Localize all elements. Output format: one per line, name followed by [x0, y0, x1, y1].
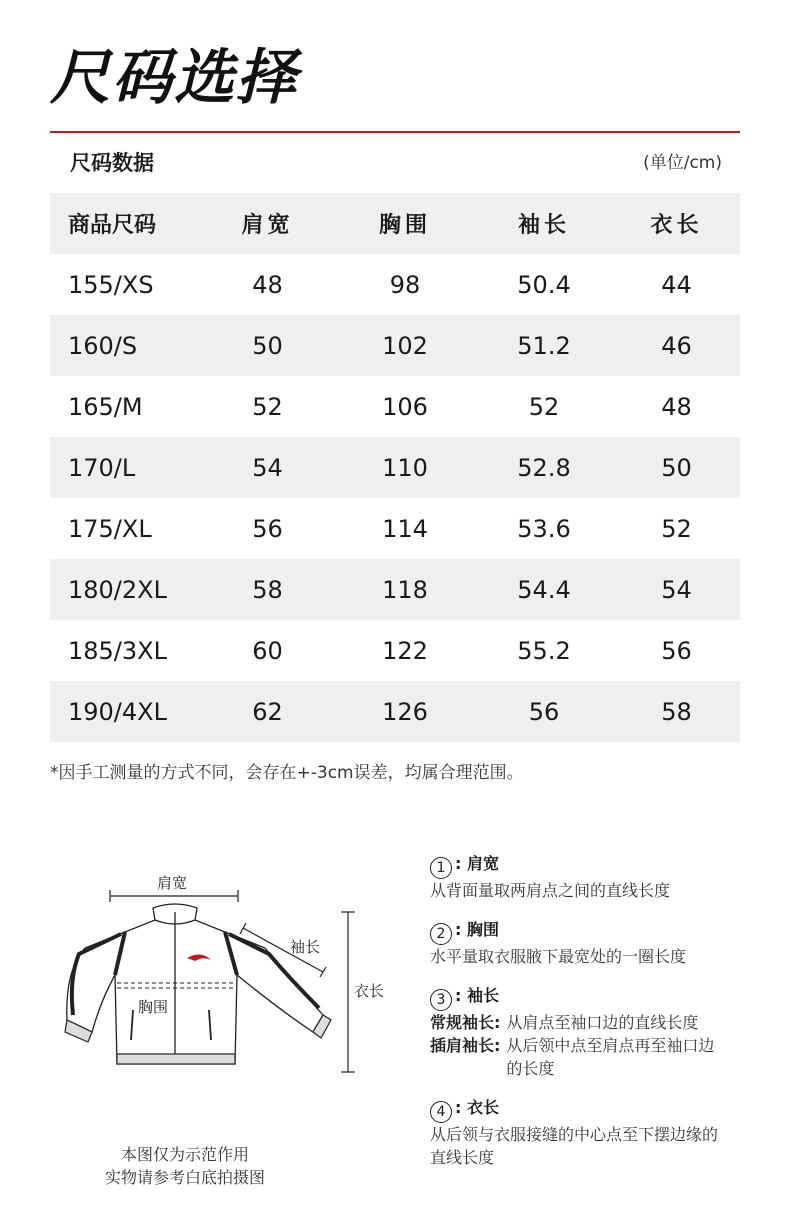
table-row — [50, 681, 740, 742]
cell-chest: 102 — [382, 331, 428, 360]
cell-size: 170/L — [68, 453, 136, 482]
cell-chest: 126 — [382, 697, 428, 726]
cell-size: 185/3XL — [68, 636, 167, 665]
header-sleeve: 袖长 — [517, 213, 570, 238]
cell-size: 165/M — [68, 392, 143, 421]
cell-sleeve: 53.6 — [517, 514, 571, 543]
cell-size: 180/2XL — [68, 575, 167, 604]
header-length: 衣长 — [650, 213, 703, 238]
illustration-caption-1: 本图仅为示范作用 — [120, 1145, 249, 1164]
sleeve-label: 袖长 — [289, 938, 321, 956]
cell-sleeve: 54.4 — [517, 575, 571, 604]
number-circle: 1 — [430, 857, 452, 879]
definition-length: 4 : 衣长 从后领与衣服接缝的中心点至下摆边缘的直线长度 — [430, 1096, 750, 1169]
unit-label: (单位/cm) — [643, 153, 722, 173]
cell-chest: 106 — [382, 392, 428, 421]
regular-sleeve-text: 从肩点至袖口边的直线长度 — [506, 1013, 699, 1032]
cell-size: 175/XL — [68, 514, 152, 543]
cell-length: 48 — [661, 392, 692, 421]
table-row — [50, 254, 740, 315]
cell-chest: 98 — [389, 270, 421, 299]
page-title: 尺码选择 — [50, 43, 298, 113]
cell-shoulder: 56 — [252, 514, 283, 543]
table-row — [50, 620, 740, 681]
header-shoulder: 肩宽 — [241, 213, 294, 238]
cell-shoulder: 54 — [252, 453, 283, 482]
jacket-illustration — [55, 850, 400, 1090]
number-circle: 4 — [430, 1101, 452, 1123]
raglan-sleeve-text: 从后领中点至肩点再至袖口边的长度 — [506, 1036, 715, 1078]
cell-size: 155/XS — [68, 270, 154, 299]
cell-length: 50 — [661, 453, 692, 482]
definition-text: 从后领与衣服接缝的中心点至下摆边缘的直线长度 — [430, 1125, 719, 1167]
cell-shoulder: 58 — [252, 575, 283, 604]
table-row — [50, 376, 740, 437]
cell-length: 58 — [661, 697, 692, 726]
size-table — [50, 193, 740, 742]
definition-shoulder: 1 : 肩宽 从背面量取两肩点之间的直线长度 — [430, 852, 750, 902]
number-circle: 3 — [430, 989, 452, 1011]
chest-label: 胸围 — [137, 998, 169, 1016]
regular-sleeve-label: 常规袖长: — [430, 1013, 501, 1032]
cell-shoulder: 50 — [252, 331, 283, 360]
cell-length: 46 — [661, 331, 692, 360]
cell-sleeve: 50.4 — [517, 270, 571, 299]
cell-chest: 114 — [382, 514, 428, 543]
cell-shoulder: 48 — [252, 270, 283, 299]
definition-sleeve: 3 : 袖长 常规袖长: 从肩点至袖口边的直线长度 插肩袖长: 从后领中点至肩点再至袖口边的长度 — [430, 984, 750, 1080]
cell-shoulder: 60 — [252, 636, 283, 665]
cell-sleeve: 56 — [528, 697, 560, 726]
measurement-definitions — [430, 852, 750, 1185]
header-chest: 胸围 — [378, 213, 431, 238]
title-divider — [50, 131, 740, 133]
length-label: 衣长 — [353, 982, 385, 1000]
header-size: 商品尺码 — [68, 213, 157, 238]
cell-size: 190/4XL — [68, 697, 167, 726]
raglan-sleeve-label: 插肩袖长: — [430, 1036, 501, 1055]
table-row — [50, 315, 740, 376]
table-row — [50, 498, 740, 559]
cell-chest: 118 — [382, 575, 428, 604]
cell-sleeve: 52.8 — [517, 453, 571, 482]
table-header-row — [50, 193, 740, 254]
cell-shoulder: 52 — [252, 392, 283, 421]
shoulder-label: 肩宽 — [156, 874, 188, 892]
cell-shoulder: 62 — [252, 697, 283, 726]
cell-sleeve: 51.2 — [517, 331, 571, 360]
cell-length: 52 — [661, 514, 692, 543]
definition-chest: 2 : 胸围 水平量取衣服腋下最宽处的一圈长度 — [430, 918, 750, 968]
table-row — [50, 559, 740, 620]
cell-sleeve: 55.2 — [517, 636, 571, 665]
illustration-caption-2: 实物请参考白底拍摄图 — [104, 1168, 265, 1187]
table-row — [50, 437, 740, 498]
cell-size: 160/S — [68, 331, 138, 360]
cell-length: 56 — [661, 636, 692, 665]
measurement-note: *因手工测量的方式不同，会存在+-3cm误差，均属合理范围。 — [50, 763, 524, 783]
cell-sleeve: 52 — [528, 392, 560, 421]
cell-length: 44 — [661, 270, 692, 299]
definition-text: 从背面量取两肩点之间的直线长度 — [430, 881, 671, 900]
cell-chest: 122 — [382, 636, 428, 665]
section-title: 尺码数据 — [70, 151, 154, 175]
cell-length: 54 — [661, 575, 692, 604]
cell-chest: 110 — [382, 453, 428, 482]
definition-text: 水平量取衣服腋下最宽处的一圈长度 — [430, 947, 687, 966]
number-circle: 2 — [430, 923, 452, 945]
